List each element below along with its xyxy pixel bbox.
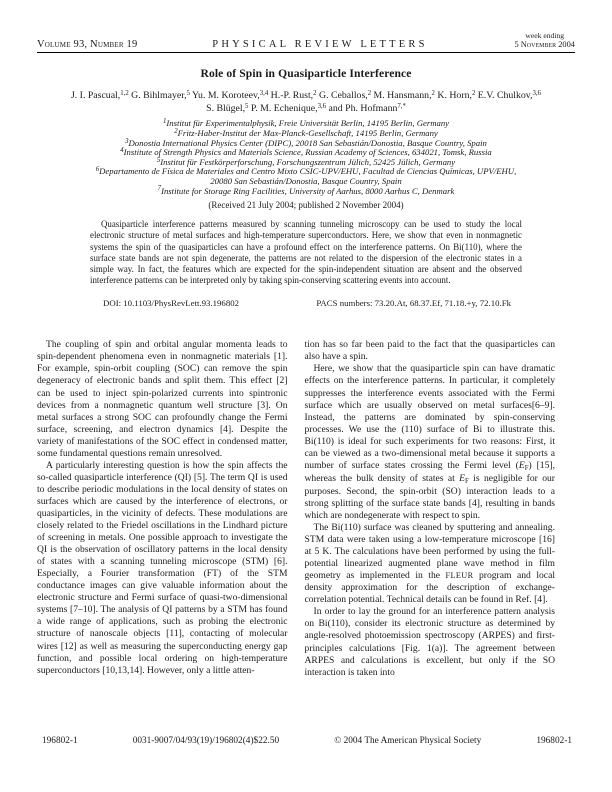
author-affiliation-sup: 2: [367, 90, 372, 98]
affiliation-list: [37, 119, 575, 196]
pacs-numbers: PACS numbers: 73.20.At, 68.37.Ef, 71.18.+y, 72.10.Fk: [316, 298, 511, 309]
affiliation: $^2$Fritz-Haber-Institut der Max-Planck-Gesellschaft, 14195 Berlin, Germany: [174, 127, 438, 138]
affiliation: 20080 San Sebastián/Donostia, Basque Country, Spain: [210, 175, 402, 186]
affiliation: $^5$Institut für Festkörperforschung, Forschungszentrum Jülich, 52425 Jülich, Germany: [156, 156, 456, 167]
affiliation-sup: 3: [125, 137, 129, 145]
volume-info: Volume 93, Number 19: [37, 39, 138, 51]
week-ending-label: week ending: [525, 31, 565, 40]
header-rule: [37, 52, 575, 53]
article-body: [37, 339, 575, 678]
affiliation: $^6$Departamento de Física de Materiales and Centro Mixto CSIC-UPV/EHU, Facultad de Ciencias Químicas, UPV/EHU,: [95, 166, 517, 177]
issue-date: 5 November 2004: [514, 40, 575, 50]
affiliation-sup: 4: [120, 147, 124, 155]
author-affiliation-sup: 2: [431, 90, 435, 98]
author-affiliation-sup: 3,6: [532, 90, 542, 98]
right-column: [305, 339, 556, 678]
affiliation: $^4$Institute of Strength Physics and Materials Science, Russian Academy of Sciences, 634021, Tomsk, Russia: [120, 147, 492, 158]
author-affiliation-sup: 3,6: [317, 102, 327, 110]
author-affiliation-sup: 2: [313, 90, 317, 98]
affiliation: $^1$Institut für Experimentalphysik, Freie Universität Berlin, 14195 Berlin, Germany: [162, 118, 450, 129]
received-line: (Received 21 July 2004; published 2 November 2004): [208, 200, 404, 211]
paragraph: A particularly interesting question is how the spin affects the so-called quasiparticle interference (QI) [5]. The term QI is used to describe periodic modulations in the local density of states on surfaces which are caused by the interference of electrons, or quasiparticles, in the vicinity of defects. These modulations are closely related to the Friedel oscillations in the Lindhard picture of screening in metals. One possible approach to investigate the QI is the observation of oscillatory patterns in the local density of states with a scanning tunneling microscope (STM) [6]. Especially, a Fourier transformation (FT) of the STM conductance images can give valuable information about the electronic structure and Fermi surface of quasi-two-dimensional systems [7–10]. The analysis of QI patterns by a STM has found a wide range of applications, such as probing the electronic structure of nanoscale objects [11], contacting of molecular wires [12] as well as measuring the superconducting energy gap function, and possible local ordering on high-temperature superconductors [10,13,14]. However, only a little atten-: [37, 459, 288, 676]
author-affiliation-sup: 7,*: [397, 102, 406, 110]
paragraph: The coupling of spin and orbital angular momenta leads to spin-dependent phenomena even in nonmagnetic materials [1]. For example, spin-orbit coupling (SOC) can remove the spin degeneracy of electronic bands and split them. This effect [2] can be used to inject spin-polarized currents into spintronic devices from a nonmagnetic quantum well structure [3]. On metal surfaces a strong SOC can profoundly change the Fermi surface, screening, and electron dynamics [4]. Despite the variety of manifestations of the SOC effect in condensed matter, some fundamental questions remain unresolved.: [37, 339, 288, 459]
affiliation-sup: 1: [162, 118, 167, 126]
doi: DOI: 10.1103/PhysRevLett.93.196802: [103, 298, 240, 309]
author-affiliation-sup: 2: [471, 90, 476, 98]
affiliation-sup: 2: [174, 127, 178, 135]
doi-pacs-row: [37, 298, 575, 308]
paragraph: The Bi(110) surface was cleaned by sputtering and annealing. STM data were taken using a low-temperature microscope [16] at 5 K. The calculations have been performed by using the full-potential linearized augmented plane wave method in film geometry as implemented in the FLEUR program and local density approximation for the description of exchange-correlation potential. Technical details can be found in Ref. [4].: [304, 522, 555, 606]
author-affiliation-sup: 5: [186, 90, 190, 98]
left-column: [37, 339, 288, 678]
paragraph: tion has so far been paid to the fact that the quasiparticles can also have a spin.: [304, 339, 555, 363]
author-line-1: J. I. Pascual,$^{1,2}$ G. Bihlmayer,$^5$ Yu. M. Koroteev,$^{3,4}$ H.-P. Rust,$^2$ G. Ceballos,$^2$ M. Hansmann,$^2$ K. Horn,$^2$ E.V. Chulkov,$^{3,6}$: [70, 90, 542, 102]
article-title: Role of Spin in Quasiparticle Interference: [200, 67, 412, 81]
author-list: [37, 90, 575, 115]
affiliation: $^3$Donostia International Physics Center (DIPC), 20018 San Sebastián/Donostia, Basque Country, Spain: [125, 137, 487, 148]
page-footer: [42, 736, 572, 746]
journal-name: PHYSICAL REVIEW LETTERS: [212, 39, 428, 51]
affiliation-sup: 5: [156, 156, 161, 164]
affiliation: $^7$Institute for Storage Ring Facilities, University of Aarhus, 8000 Aarhus C, Denmark: [157, 185, 455, 196]
author-affiliation-sup: 3,4: [259, 90, 269, 98]
issn-code: 0031-9007/04/93(19)/196802(4)$22.50: [132, 736, 280, 746]
abstract: Quasiparticle interference patterns measured by scanning tunneling microscopy can be used to study the local electronic structure of metal surfaces and high-temperature superconductors. Here, we show that even in nonmagnetic systems the spin of the quasiparticles can have a profound effect on the interference patterns. On Bi(110), where the surface state bands are not spin degenerate, the patterns are not related to the dispersion of the electronic states in a simple way. In fact, the features which are expected for the spin-independent situation are absent and the observed interference patterns can be interpreted only by taking spin-conserving scattering events into account.: [90, 219, 522, 286]
copyright-notice: © 2004 The American Physical Society: [334, 736, 482, 746]
affiliation-sup: 7: [157, 185, 162, 193]
author-affiliation-sup: 1,2: [120, 90, 129, 98]
paragraph: In order to lay the ground for an interference pattern analysis on Bi(110), consider its electronic structure as determined by angle-resolved photoemission spectroscopy (ARPES) and first-principles calculations [Fig. 1(a)]. The agreement between ARPES and calculations is excellent, but only if the SO interaction is taken into: [304, 606, 555, 678]
week-ending: [514, 31, 575, 50]
paragraph: Here, we show that the quasiparticle spin can have dramatic effects on the interference patterns. In particular, it completely suppresses the interference events associated with the Fermi surface which are usually observed on metal surfaces[6–9]. Instead, the patterns are dominated by spin-conserving processes. We use the (110) surface of Bi to illustrate this. Bi(110) is ideal for such experiments for two reasons: First, it can be viewed as a two-dimensional metal because it supports a number of surface states crossing the Fermi level $(E_F)$ [15], whereas the bulk density of states at $E_F$ is negligible for our purposes. Second, the spin-orbit (SO) interaction leads to a strong splitting of the surface state bands [4], resulting in bands which are nondegenerate with respect to spin.: [304, 363, 556, 521]
page-header: [37, 31, 575, 50]
affiliation-sup: 6: [95, 166, 100, 174]
page-number-right: 196802-1: [536, 736, 572, 746]
author-line-2: S. Blügel,$^5$ P. M. Echenique,$^{3,6}$ and Ph. Hofmann$^{7,*}$: [206, 102, 406, 114]
author-affiliation-sup: 5: [245, 102, 249, 110]
page-number-left: 196802-1: [42, 736, 78, 746]
